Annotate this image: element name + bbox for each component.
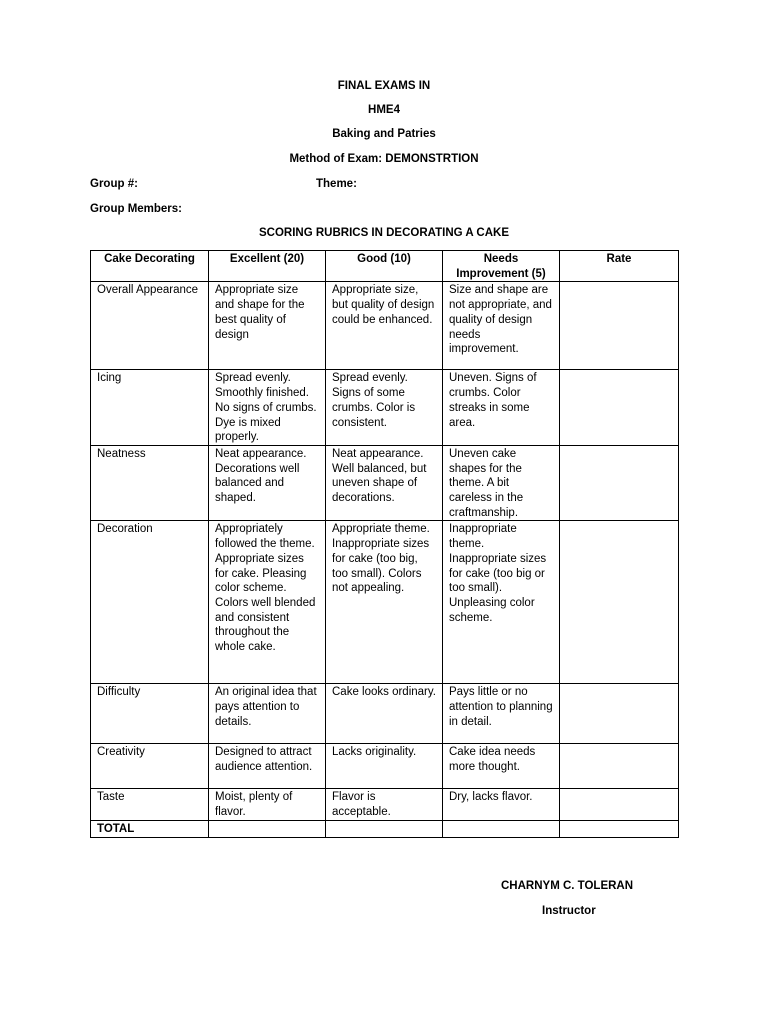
rate-cell[interactable] [560,370,679,446]
excellent-cell: Appropriate size and shape for the best quality of design [209,282,326,370]
needs-improvement-cell: Pays little or no attention to planning in detail. [443,684,560,744]
group-members-label: Group Members: [90,203,183,215]
rate-cell[interactable] [560,282,679,370]
criterion-cell: Taste [91,789,209,820]
rate-cell[interactable] [560,684,679,744]
instructor-title: Instructor [542,905,596,917]
rate-cell[interactable] [560,744,679,789]
criterion-cell: Decoration [91,521,209,684]
good-cell: Lacks originality. [326,744,443,789]
good-cell: Cake looks ordinary. [326,684,443,744]
needs-improvement-cell: Uneven cake shapes for the theme. A bit careless in the craftmanship. [443,445,560,521]
course-name: Baking and Patries [332,128,436,140]
needs-improvement-cell: Dry, lacks flavor. [443,789,560,820]
exam-title: FINAL EXAMS IN [337,80,431,92]
excellent-cell: Spread evenly. Smoothly finished. No signs of crumbs. Dye is mixed properly. [209,370,326,446]
table-row [91,521,679,684]
rate-cell[interactable] [560,521,679,684]
table-row [91,789,679,820]
rubric-title: SCORING RUBRICS IN DECORATING A CAKE [258,227,510,239]
excellent-cell: Moist, plenty of flavor. [209,789,326,820]
excellent-cell: Neat appearance. Decorations well balanced and shaped. [209,445,326,521]
good-cell: Appropriate theme. Inappropriate sizes for cake (too big, too small). Colors not appealing. [326,521,443,684]
rate-cell[interactable] [560,789,679,820]
column-header-rate: Rate [560,251,679,282]
column-header-needs-improvement: Needs Improvement (5) [443,251,560,282]
excellent-cell: Designed to attract audience attention. [209,744,326,789]
needs-improvement-cell: Uneven. Signs of crumbs. Color streaks in some area. [443,370,560,446]
criterion-cell: Icing [91,370,209,446]
exam-method: Method of Exam: DEMONSTRTION [289,153,479,165]
table-row [91,282,679,370]
rubric-table [90,250,679,838]
table-row [91,370,679,446]
total-needs-improvement-cell [443,820,560,837]
good-cell: Neat appearance. Well balanced, but uneven shape of decorations. [326,445,443,521]
total-good-cell [326,820,443,837]
table-row [91,744,679,789]
needs-improvement-cell: Cake idea needs more thought. [443,744,560,789]
excellent-cell: An original idea that pays attention to details. [209,684,326,744]
needs-improvement-cell: Inappropriate theme. Inappropriate sizes for cake (too big or too small). Unpleasing color scheme. [443,521,560,684]
column-header-good: Good (10) [326,251,443,282]
column-header-criteria: Cake Decorating [91,251,209,282]
table-row [91,445,679,521]
total-label: TOTAL [91,820,209,837]
column-header-excellent: Excellent (20) [209,251,326,282]
total-rate-cell[interactable] [560,820,679,837]
instructor-name: CHARNYM C. TOLERAN [501,880,634,892]
criterion-cell: Creativity [91,744,209,789]
criterion-cell: Difficulty [91,684,209,744]
theme-label: Theme: [316,178,357,190]
course-code: HME4 [368,104,400,116]
criterion-cell: Neatness [91,445,209,521]
good-cell: Flavor is acceptable. [326,789,443,820]
needs-improvement-cell: Size and shape are not appropriate, and quality of design needs improvement. [443,282,560,370]
good-cell: Appropriate size, but quality of design could be enhanced. [326,282,443,370]
table-row [91,684,679,744]
rubric-header-row [91,251,679,282]
rate-cell[interactable] [560,445,679,521]
group-number-label: Group #: [90,178,138,190]
total-excellent-cell [209,820,326,837]
total-row [91,820,679,837]
excellent-cell: Appropriately followed the theme. Appropriate sizes for cake. Pleasing color scheme. Colors well blended and consistent throughout the whole cake. [209,521,326,684]
criterion-cell: Overall Appearance [91,282,209,370]
good-cell: Spread evenly. Signs of some crumbs. Color is consistent. [326,370,443,446]
